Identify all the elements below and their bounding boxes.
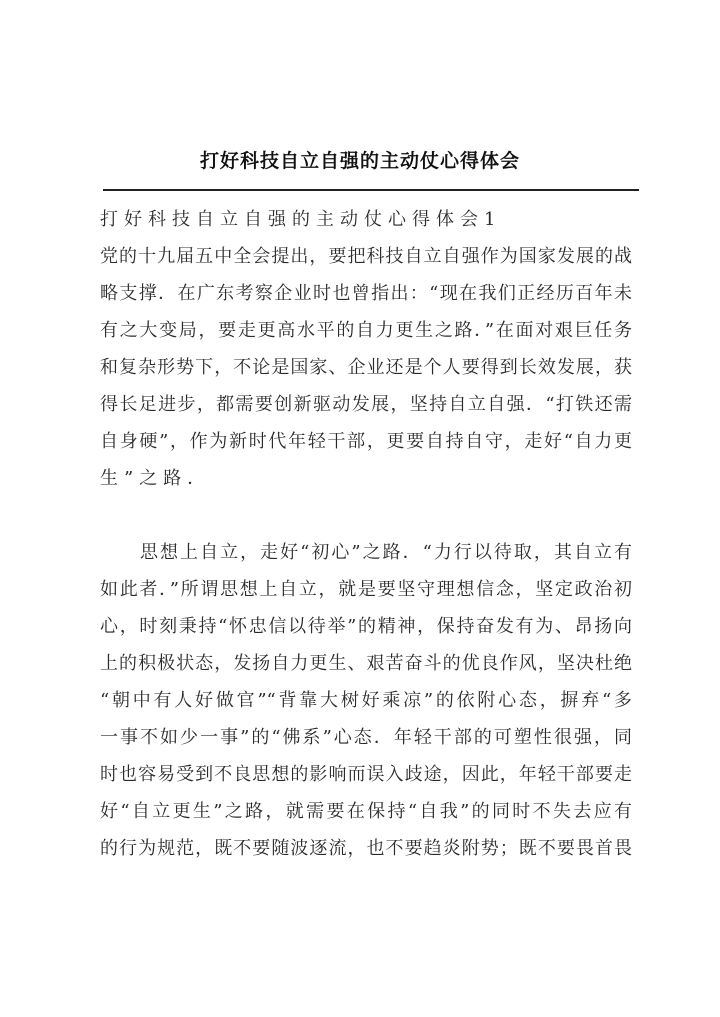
text-line: 一事不如少一事”的“佛系”心态．年轻干部的可塑性很强，同	[100, 727, 632, 748]
text-line: “朝中有人好做官”“背靠大树好乘凉”的依附心态，摒弃“多	[100, 690, 632, 711]
text-line: 生”之路．	[100, 468, 212, 489]
title-divider	[103, 189, 639, 191]
text-line: 好“自立更生”之路，就需要在保持“自我”的同时不失去应有	[100, 801, 632, 822]
text-line: 略支撑．在广东考察企业时也曾指出：“现在我们正经历百年未	[100, 283, 632, 304]
text-line: 得长足进步，都需要创新驱动发展，坚持自立自强．“打铁还需	[100, 394, 632, 415]
text-line: 有之大变局，要走更高水平的自力更生之路．”在面对艰巨任务	[100, 320, 632, 341]
text-line: 的行为规范，既不要随波逐流，也不要趋炎附势；既不要畏首畏	[100, 838, 632, 859]
document-title: 打好科技自立自强的主动仗心得体会	[199, 150, 520, 172]
text-line: 和复杂形势下，不论是国家、企业还是个人要得到长效发展，获	[100, 357, 632, 378]
text-line: 时也容易受到不良思想的影响而误入歧途，因此，年轻干部要走	[100, 764, 632, 785]
document-subtitle: 打好科技自立自强的主动仗心得体会1	[100, 209, 502, 230]
text-line: 如此者．”所谓思想上自立，就是要坚守理想信念，坚定政治初	[100, 579, 632, 600]
text-line: 上的积极状态，发扬自力更生、艰苦奋斗的优良作风，坚决杜绝	[100, 653, 632, 674]
text-line: 心，时刻秉持“怀忠信以待举”的精神，保持奋发有为、昂扬向	[100, 616, 632, 637]
text-line: 思想上自立，走好“初心”之路．“力行以待取，其自立有	[100, 542, 632, 563]
text-line: 党的十九届五中全会提出，要把科技自立自强作为国家发展的战	[100, 246, 632, 267]
text-line: 自身硬”，作为新时代年轻干部，更要自持自守，走好“自力更	[100, 431, 632, 452]
